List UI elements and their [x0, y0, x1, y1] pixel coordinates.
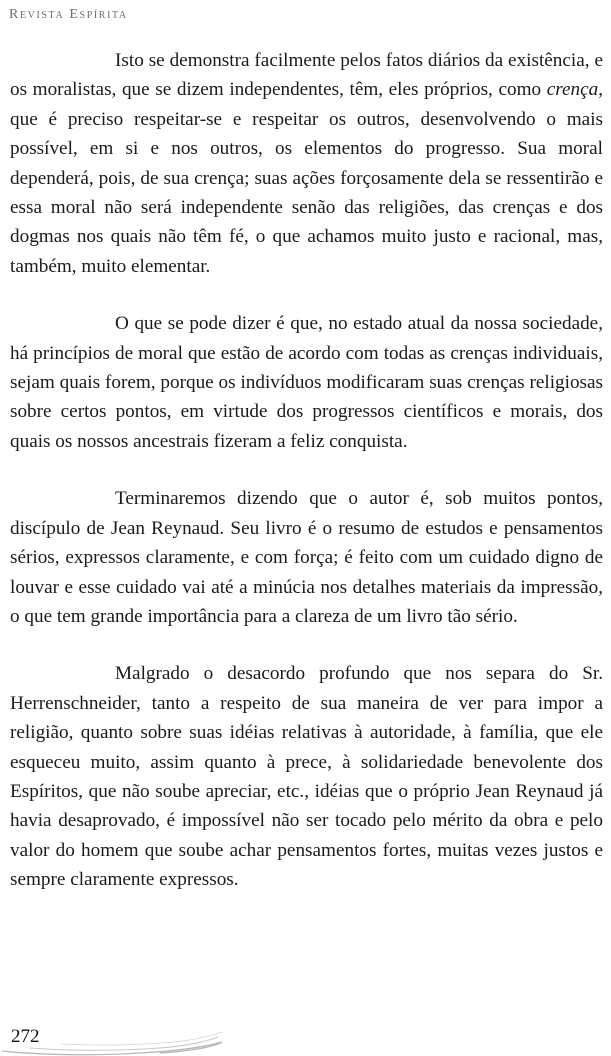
paragraph-4: Malgrado o desacordo profundo que nos separa do Sr. Herrenschneider, tanto a respeito de sua maneira de ver para impor a religião, quanto sobre suas idéias relativas à autoridade, à família, que ele esqueceu muito, assim quanto à prece, à solidariedade benevolente dos Espíritos, que não soube apreciar, etc., idéias que o próprio Jean Reynaud já havia desaprovado, é impossível não ser tocado pelo mérito da obra e pelo valor do homem que soube achar pensamentos fortes, muitas vezes justos e sempre claramente expressos. [10, 663, 603, 891]
paragraph-3: Terminaremos dizendo que o autor é, sob muitos pontos, discípulo de Jean Reynaud. Seu livro é o resumo de estudos e pensamentos sérios, expressos claramente, e com força; é feito com um cuidado digno de louvar e esse cuidado vai até a minúcia nos detalhes materiais da impressão, o que tem grande importância para a clareza de um livro tão sério. [10, 488, 603, 627]
page-number: 272 [11, 1026, 40, 1047]
paragraph-2: O que se pode dizer é que, no estado atual da nossa sociedade, há princípios de moral que estão de acordo com todas as crenças individuais, sejam quais forem, porque os indivíduos modificaram suas crenças religiosas sobre certos pontos, em virtude dos progressos científicos e morais, dos quais os nossos ancestrais fizeram a feliz conquista. [10, 313, 603, 452]
paragraph-1 [10, 46, 603, 281]
paragraph-1-emphasis: crença [546, 79, 599, 101]
paragraph-1-before: Isto se demonstra facilmente pelos fatos diários da existência, e os moralistas, que se dizem independentes, têm, eles próprios, como [10, 50, 603, 101]
running-header: Revista Espírita [9, 7, 128, 22]
paragraph-1-after: , que é preciso respeitar-se e respeitar os outros, desenvolvendo o mais possível, em si e nos outros, os elementos do progresso. Sua moral dependerá, pois, de sua crença; suas ações forçosamente dela se ressentirão e essa moral não será independente senão das religiões, das crenças e dos dogmas nos quais não têm fé, o que achamos muito justo e racional, mas, também, muito elementar. [10, 79, 603, 277]
body-text [10, 46, 603, 923]
